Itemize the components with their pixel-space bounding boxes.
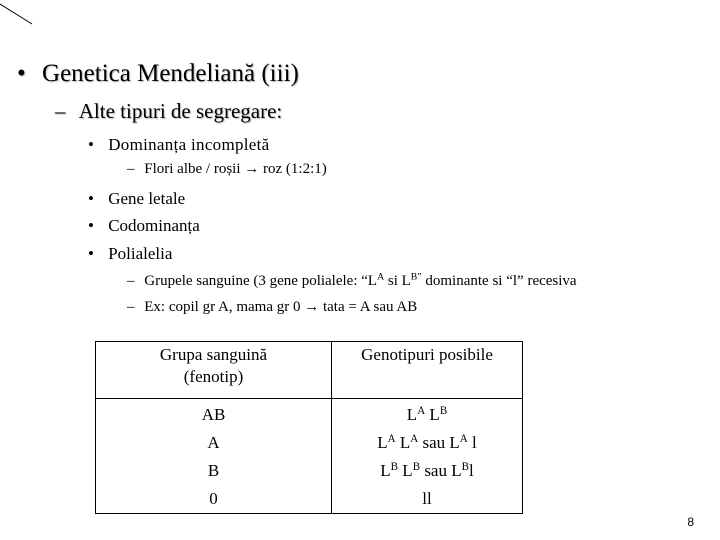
corner-decoration-line (0, 0, 34, 26)
genotype-text: L (395, 433, 411, 452)
bullet-icon: • (88, 244, 94, 263)
genotype-text: L (398, 461, 413, 480)
page-number: 8 (687, 515, 694, 529)
item-lethal-genes (88, 189, 185, 209)
genotype-text: L (377, 433, 388, 452)
item-codominance (88, 216, 200, 236)
item-example (127, 299, 417, 316)
bullet-icon: • (88, 189, 94, 208)
header-phenotype-line2: (fenotip) (183, 367, 244, 386)
subtitle: Alte tipuri de segregare: (78, 99, 283, 123)
genotype-text: sau L (418, 433, 460, 452)
genotype-sup: A (459, 432, 468, 445)
item-label: Codominanța (108, 216, 200, 235)
genotype-sup: A (410, 432, 419, 445)
genotype-0: ll (422, 489, 432, 508)
arrow-icon: → (244, 161, 260, 177)
genotype-sup: B (461, 460, 469, 473)
genotype-cell (332, 399, 523, 514)
genotype-sup: A (387, 432, 396, 445)
genotype-a (332, 429, 522, 457)
genotype-sup: B (412, 460, 421, 473)
superscript-b: B” (410, 271, 422, 283)
subtitle-row (55, 99, 282, 124)
arrow-icon: → (304, 299, 320, 315)
item-polyallelism (88, 244, 172, 264)
bullet-icon: • (88, 135, 94, 154)
header-phenotype-line1: Grupa sanguină (159, 345, 268, 364)
item-label: Gene letale (108, 189, 186, 208)
genotype-text: L (406, 405, 418, 424)
blood-groups-pre: Grupele sanguine (3 gene polialele: “L (144, 273, 378, 289)
superscript-a: A (377, 271, 385, 283)
genotype-sup: B (390, 460, 399, 473)
genotype-text: L (380, 461, 391, 480)
phenotype-ab: AB (201, 405, 226, 424)
example-pre: Ex: copil gr A, mama gr 0 (144, 299, 305, 315)
genotype-b (332, 457, 522, 485)
header-genotypes: Genotipuri posibile (361, 345, 493, 364)
blood-groups-post: dominante si “l” recesiva (421, 273, 577, 289)
item-label: Dominanța incompletă (108, 135, 270, 154)
genotype-ab (332, 401, 522, 429)
table-row (96, 399, 523, 514)
flowers-text-pre: Flori albe / roșii (144, 161, 245, 177)
slide-title-row (17, 60, 299, 88)
example-post: tata = A sau AB (319, 299, 418, 315)
bullet-icon: • (17, 60, 26, 87)
item-blood-groups (127, 273, 577, 290)
dash-icon: – (127, 299, 135, 315)
dash-icon: – (127, 161, 135, 177)
phenotype-cell (96, 399, 332, 514)
genotype-text: l (467, 433, 477, 452)
header-cell-genotypes (332, 342, 523, 399)
blood-group-table (95, 341, 523, 514)
genotype-sup: B (439, 404, 448, 417)
item-incomplete-dominance (88, 135, 270, 155)
table-header-row (96, 342, 523, 399)
phenotype-a: A (207, 433, 220, 452)
dash-icon: – (55, 99, 66, 123)
genotype-text: l (468, 461, 474, 480)
dash-icon: – (127, 273, 135, 289)
genotype-text: sau L (420, 461, 462, 480)
flowers-text-post: roz (1:2:1) (259, 161, 327, 177)
phenotype-0: 0 (209, 489, 218, 508)
slide-title: Genetica Mendeliană (iii) (42, 60, 299, 87)
bullet-icon: • (88, 216, 94, 235)
genotype-text: L (425, 405, 440, 424)
item-label: Polialelia (108, 244, 173, 263)
blood-groups-mid: si L (384, 273, 411, 289)
phenotype-b: B (207, 461, 220, 480)
genotype-sup: A (417, 404, 426, 417)
item-flowers (127, 161, 327, 178)
header-cell-phenotype (96, 342, 332, 399)
